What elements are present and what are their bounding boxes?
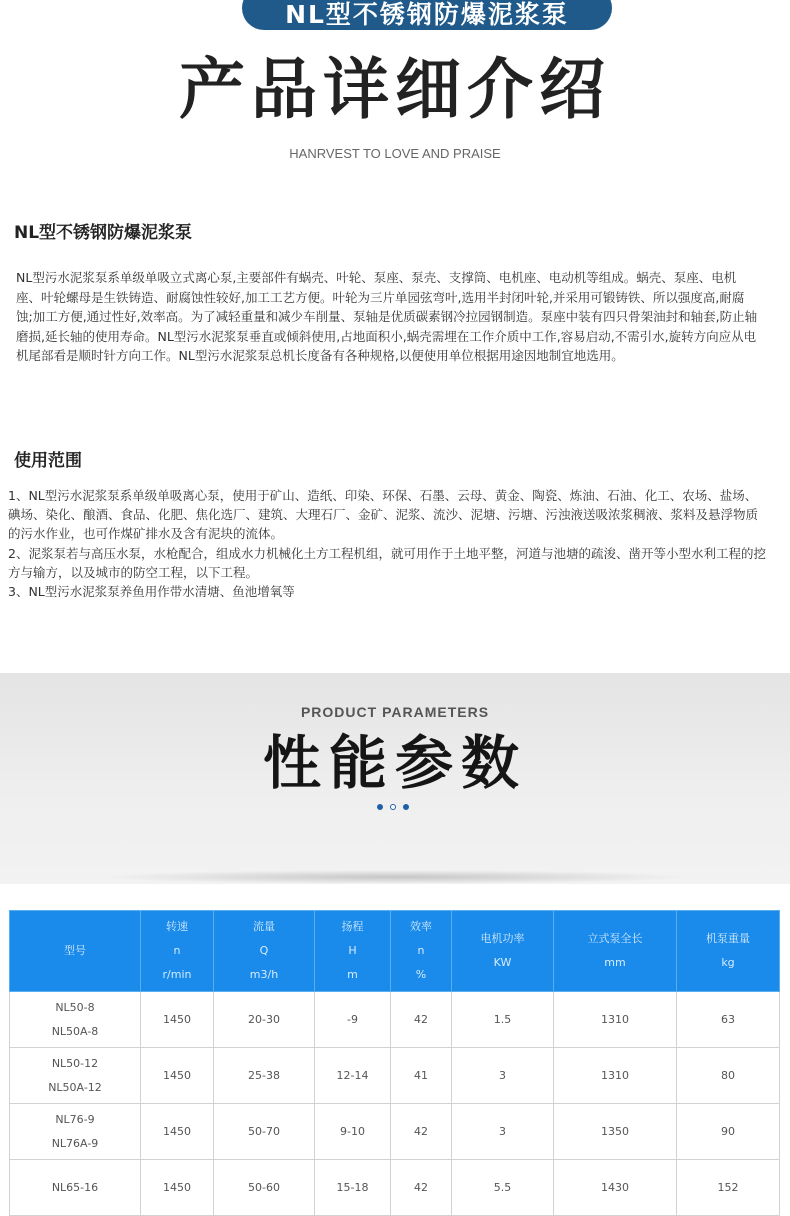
column-header-line: 效率	[410, 920, 432, 933]
table-cell	[10, 992, 141, 1048]
column-header	[315, 911, 391, 992]
table-cell: 1310	[554, 1048, 677, 1104]
column-header-line: m	[347, 968, 358, 981]
model-line: NL65-16	[51, 1180, 99, 1194]
table-cell: 63	[677, 992, 780, 1048]
table-cell: 1450	[141, 992, 214, 1048]
column-header-line: 扬程	[341, 920, 364, 933]
column-header-line: r/min	[162, 968, 192, 981]
model-line: NL50-8	[55, 1000, 95, 1014]
banner-shadow	[100, 870, 690, 884]
table-row	[10, 1104, 780, 1160]
column-header-line: n	[417, 944, 425, 957]
model-line: NL76A-9	[51, 1136, 99, 1150]
column-header-line: kg	[721, 956, 735, 969]
table-cell: 42	[391, 1104, 452, 1160]
table-cell: 80	[677, 1048, 780, 1104]
parameters-title-en: PRODUCT PARAMETERS	[300, 704, 490, 720]
table-cell: 1450	[141, 1048, 214, 1104]
dot-icon	[403, 804, 409, 810]
product-title-pill	[242, 0, 612, 30]
column-header	[554, 911, 677, 992]
table-cell: 1.5	[452, 992, 554, 1048]
table-cell: -9	[315, 992, 391, 1048]
table-header-row	[10, 911, 780, 992]
column-header	[214, 911, 315, 992]
scope-heading: 使用范围	[14, 451, 82, 471]
table-cell: 1450	[141, 1160, 214, 1216]
column-header-line: KW	[493, 956, 512, 969]
table-cell: 25-38	[214, 1048, 315, 1104]
model-line: NL50A-8	[51, 1024, 99, 1038]
column-header-line: mm	[604, 956, 626, 969]
table-cell: 5.5	[452, 1160, 554, 1216]
dot-icon	[377, 804, 383, 810]
table-cell: 41	[391, 1048, 452, 1104]
table-cell: 50-70	[214, 1104, 315, 1160]
table-cell	[10, 1104, 141, 1160]
english-subtitle: HANRVEST TO LOVE AND PRAISE	[289, 146, 501, 161]
table-cell: 152	[677, 1160, 780, 1216]
scope-item: 3、NL型污水泥浆泵养鱼用作带水清塘、鱼池增氧等	[8, 584, 295, 600]
scope-list	[8, 486, 768, 601]
column-header-line: 转速	[166, 920, 188, 933]
column-header	[391, 911, 452, 992]
table-cell: 9-10	[315, 1104, 391, 1160]
table-cell: 15-18	[315, 1160, 391, 1216]
pill-title: NL型不锈钢防爆泥浆泵	[285, 0, 569, 29]
parameters-table	[9, 910, 780, 1216]
model-line: NL50A-12	[48, 1080, 102, 1094]
decorative-dots	[377, 804, 409, 810]
table-row	[10, 1160, 780, 1216]
column-header	[452, 911, 554, 992]
table-cell: 90	[677, 1104, 780, 1160]
column-header-line: Q	[259, 944, 269, 957]
column-header-line: 立式泵全长	[587, 932, 643, 945]
table-cell: 1310	[554, 992, 677, 1048]
ring-dot-icon	[390, 804, 396, 810]
column-header-line: H	[348, 944, 357, 957]
column-header	[677, 911, 780, 992]
table-cell: 3	[452, 1048, 554, 1104]
parameters-section	[0, 884, 790, 1194]
scope-item: 2、泥浆泵若与高压水泵，水枪配合，组成水力机械化土方工程机组，就可用作于土地平整，河道与池塘的疏浚、凿开等小型水利工程的挖方与输方，以及城市的防空工程，以下工程。	[8, 545, 766, 580]
parameters-title: 性能参数	[262, 729, 527, 797]
column-header-line: 电机功率	[480, 932, 525, 945]
column-header-line: m3/h	[249, 968, 279, 981]
table-cell	[10, 1160, 141, 1216]
intro-heading: NL型不锈钢防爆泥浆泵	[14, 223, 193, 243]
column-header-line: 机泵重量	[706, 932, 750, 945]
column-header-line: %	[415, 968, 427, 981]
table-cell	[10, 1048, 141, 1104]
table-row	[10, 992, 780, 1048]
table-cell: 1430	[554, 1160, 677, 1216]
table-cell: 50-60	[214, 1160, 315, 1216]
column-header	[10, 911, 141, 992]
page-title: 产品详细介绍	[179, 51, 611, 128]
model-line: NL50-12	[51, 1056, 99, 1070]
table-body	[10, 992, 780, 1216]
column-header-line: 型号	[64, 944, 86, 957]
scope-item: 1、NL型污水泥浆泵系单级单吸离心泵，使用于矿山、造纸、印染、环保、石墨、云母、黄金、陶瓷、炼油、石油、化工、农场、盐场、碘场、染化、酿酒、食品、化肥、焦化选厂、建筑、大理石厂、金矿、泥浆、流沙、泥塘、污塘、污浊液送吸浓浆稠液、浆料及悬浮物质的污水作业，也可作煤矿排水及含有泥块的流体。	[8, 488, 759, 542]
table-cell: 42	[391, 992, 452, 1048]
intro-paragraph: NL型污水泥浆泵系单级单吸立式离心泵,主要部件有蜗壳、叶轮、泵座、泵壳、支撑筒、电机座、电动机等组成。蜗壳、泵座、电机座、叶轮螺母是生铁铸造、耐腐蚀性较好,加工工艺方便。叶轮为三片单园弦弯叶,选用半封闭叶轮,并采用可锻铸铁、所以强度高,耐腐蚀;加工方便,通过性好,效率高。为了减轻重量和减少车削量、泵轴是优质碳素钢冷拉园钢制造。泵座中装有四只骨架油封和轴套,防止轴磨损,延长轴的使用寿命。NL型污水泥浆泵垂直或倾斜使用,占地面积小,蜗壳需埋在工作介质中工作,容易启动,不需引水,旋转方向应从电机尾部看是顺时针方向工作。NL型污水泥浆泵总机长度备有各种规格,以便使用单位根据用途因地制宜地选用。	[16, 270, 758, 363]
table-row	[10, 1048, 780, 1104]
column-header-line: n	[173, 944, 181, 957]
column-header	[141, 911, 214, 992]
table-cell: 1350	[554, 1104, 677, 1160]
table-cell: 1450	[141, 1104, 214, 1160]
table-cell: 20-30	[214, 992, 315, 1048]
table-cell: 3	[452, 1104, 554, 1160]
model-line: NL76-9	[55, 1112, 95, 1126]
column-header-line: 流量	[253, 920, 275, 933]
table-cell: 42	[391, 1160, 452, 1216]
table-cell: 12-14	[315, 1048, 391, 1104]
